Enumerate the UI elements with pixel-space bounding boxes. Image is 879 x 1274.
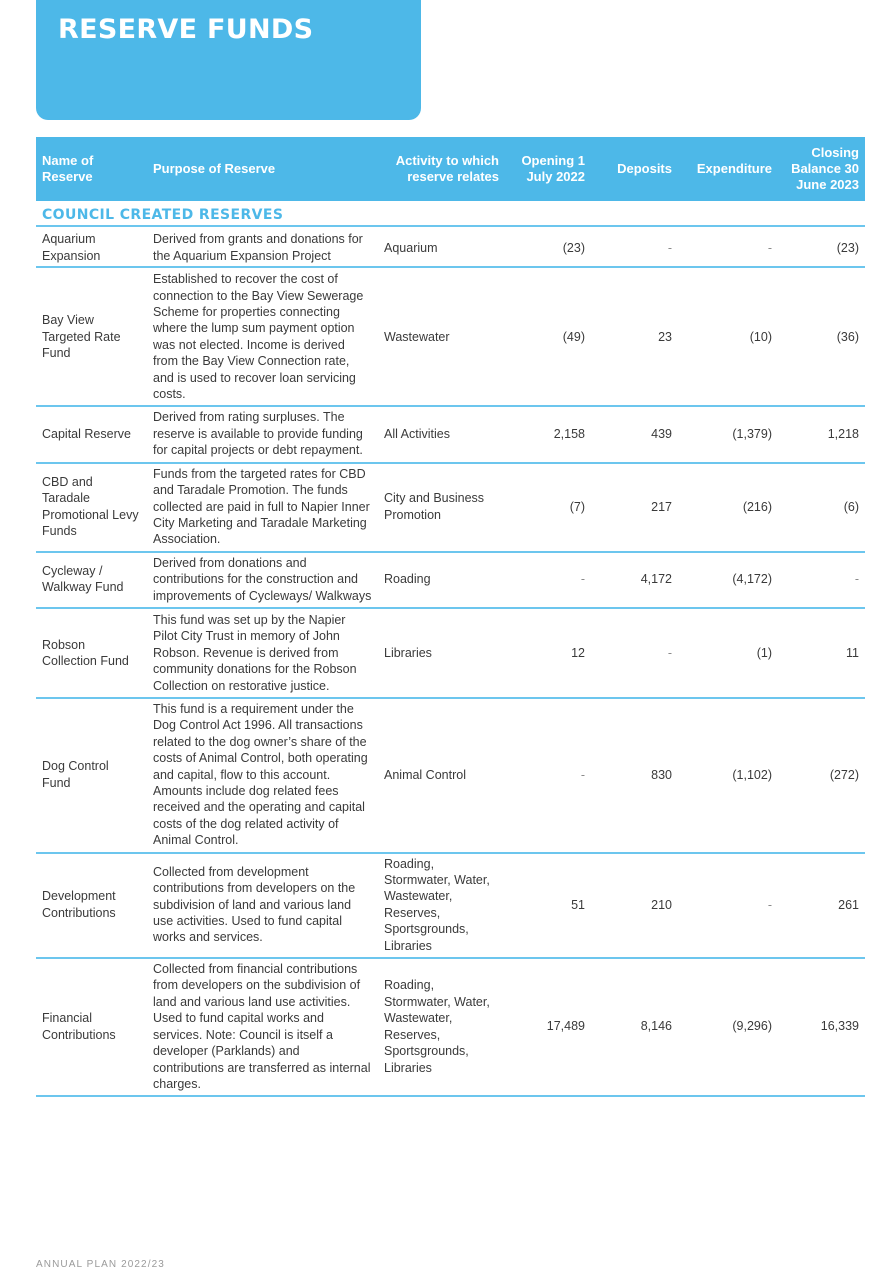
table-row xyxy=(36,853,865,958)
table-body xyxy=(36,201,865,1096)
page-footer: ANNUAL PLAN 2022/23 xyxy=(36,1259,165,1270)
cell-deposits: 23 xyxy=(591,267,678,406)
table-row xyxy=(36,267,865,406)
cell-reserve-name: Development Contributions xyxy=(36,853,145,958)
table-row xyxy=(36,698,865,853)
cell-activity: City and Business Promotion xyxy=(378,463,505,552)
header-purpose-of-reserve: Purpose of Reserve xyxy=(145,137,378,201)
cell-deposits: - xyxy=(591,608,678,698)
cell-opening: 12 xyxy=(505,608,591,698)
cell-closing: - xyxy=(778,552,865,608)
cell-opening: (7) xyxy=(505,463,591,552)
cell-expenditure: (216) xyxy=(678,463,778,552)
cell-closing: (23) xyxy=(778,226,865,267)
cell-deposits: 439 xyxy=(591,406,678,462)
cell-expenditure: - xyxy=(678,226,778,267)
header-opening: Opening 1 July 2022 xyxy=(505,137,591,201)
section-heading: COUNCIL CREATED RESERVES xyxy=(36,201,865,226)
cell-expenditure: (4,172) xyxy=(678,552,778,608)
header-expenditure: Expenditure xyxy=(678,137,778,201)
cell-reserve-name: Aquarium Expansion xyxy=(36,226,145,267)
cell-purpose: Derived from donations and contributions for the construction and improvements of Cycleways/ Walkways xyxy=(145,552,378,608)
table-row xyxy=(36,463,865,552)
cell-purpose: Derived from rating surpluses. The reserve is available to provide funding for capital projects or debt repayment. xyxy=(145,406,378,462)
header-activity: Activity to which reserve relates xyxy=(378,137,505,201)
cell-closing: 261 xyxy=(778,853,865,958)
cell-reserve-name: Robson Collection Fund xyxy=(36,608,145,698)
page-title: RESERVE FUNDS xyxy=(58,14,314,45)
cell-closing: 11 xyxy=(778,608,865,698)
cell-expenditure: - xyxy=(678,853,778,958)
reserve-funds-table xyxy=(36,137,865,1097)
cell-deposits: 830 xyxy=(591,698,678,853)
cell-closing: 1,218 xyxy=(778,406,865,462)
table-header xyxy=(36,137,865,201)
cell-purpose: Derived from grants and donations for the Aquarium Expansion Project xyxy=(145,226,378,267)
cell-opening: 51 xyxy=(505,853,591,958)
cell-deposits: 8,146 xyxy=(591,958,678,1096)
cell-reserve-name: Financial Contributions xyxy=(36,958,145,1096)
section-row xyxy=(36,201,865,226)
table-row xyxy=(36,958,865,1096)
cell-activity: Roading xyxy=(378,552,505,608)
cell-activity: Aquarium xyxy=(378,226,505,267)
cell-deposits: 217 xyxy=(591,463,678,552)
table-row xyxy=(36,226,865,267)
cell-deposits: - xyxy=(591,226,678,267)
header-name-of-reserve: Name of Reserve xyxy=(36,137,145,201)
header-closing: Closing Balance 30 June 2023 xyxy=(778,137,865,201)
cell-reserve-name: CBD and Taradale Promotional Levy Funds xyxy=(36,463,145,552)
table-row xyxy=(36,406,865,462)
cell-opening: 17,489 xyxy=(505,958,591,1096)
table-row xyxy=(36,608,865,698)
cell-deposits: 4,172 xyxy=(591,552,678,608)
cell-activity: Roading, Stormwater, Water, Wastewater, Reserves, Sportsgrounds, Libraries xyxy=(378,958,505,1096)
cell-reserve-name: Bay View Targeted Rate Fund xyxy=(36,267,145,406)
cell-opening: (49) xyxy=(505,267,591,406)
cell-closing: 16,339 xyxy=(778,958,865,1096)
cell-opening: - xyxy=(505,698,591,853)
cell-expenditure: (9,296) xyxy=(678,958,778,1096)
cell-closing: (272) xyxy=(778,698,865,853)
cell-activity: Roading, Stormwater, Water, Wastewater, Reserves, Sportsgrounds, Libraries xyxy=(378,853,505,958)
table-row xyxy=(36,552,865,608)
cell-opening: - xyxy=(505,552,591,608)
cell-purpose: This fund was set up by the Napier Pilot City Trust in memory of John Robson. Revenue is derived from community donations for the Robson Collection on restorative justice. xyxy=(145,608,378,698)
cell-reserve-name: Cycleway / Walkway Fund xyxy=(36,552,145,608)
header-deposits: Deposits xyxy=(591,137,678,201)
cell-deposits: 210 xyxy=(591,853,678,958)
cell-closing: (6) xyxy=(778,463,865,552)
cell-activity: Wastewater xyxy=(378,267,505,406)
cell-expenditure: (1) xyxy=(678,608,778,698)
cell-purpose: Collected from financial contributions from developers on the subdivision of land and various land use activities. Used to fund capital works and services. Note: Council is itself a developer (Parklands) and contributions are transferred as internal charges. xyxy=(145,958,378,1096)
page-banner xyxy=(36,0,421,120)
cell-expenditure: (10) xyxy=(678,267,778,406)
cell-opening: (23) xyxy=(505,226,591,267)
cell-activity: All Activities xyxy=(378,406,505,462)
cell-purpose: Collected from development contributions from developers on the subdivision of land and various land use activities. Used to fund capital works and services. xyxy=(145,853,378,958)
cell-reserve-name: Dog Control Fund xyxy=(36,698,145,853)
cell-purpose: Established to recover the cost of connection to the Bay View Sewerage Scheme for properties connecting where the lump sum payment option was not elected. Income is derived from the Bay View Connection rate, and is used to recover loan servicing costs. xyxy=(145,267,378,406)
cell-activity: Animal Control xyxy=(378,698,505,853)
cell-purpose: This fund is a requirement under the Dog Control Act 1996. All transactions related to the dog owner’s share of the costs of Animal Control, both operating and capital, flow to this account. Amounts include dog related fees received and the operating and capital costs of the dog related activity of Animal Control. xyxy=(145,698,378,853)
cell-expenditure: (1,379) xyxy=(678,406,778,462)
cell-expenditure: (1,102) xyxy=(678,698,778,853)
cell-opening: 2,158 xyxy=(505,406,591,462)
cell-closing: (36) xyxy=(778,267,865,406)
cell-activity: Libraries xyxy=(378,608,505,698)
cell-purpose: Funds from the targeted rates for CBD and Taradale Promotion. The funds collected are paid in full to Napier Inner City Marketing and Taradale Marketing Association. xyxy=(145,463,378,552)
cell-reserve-name: Capital Reserve xyxy=(36,406,145,462)
